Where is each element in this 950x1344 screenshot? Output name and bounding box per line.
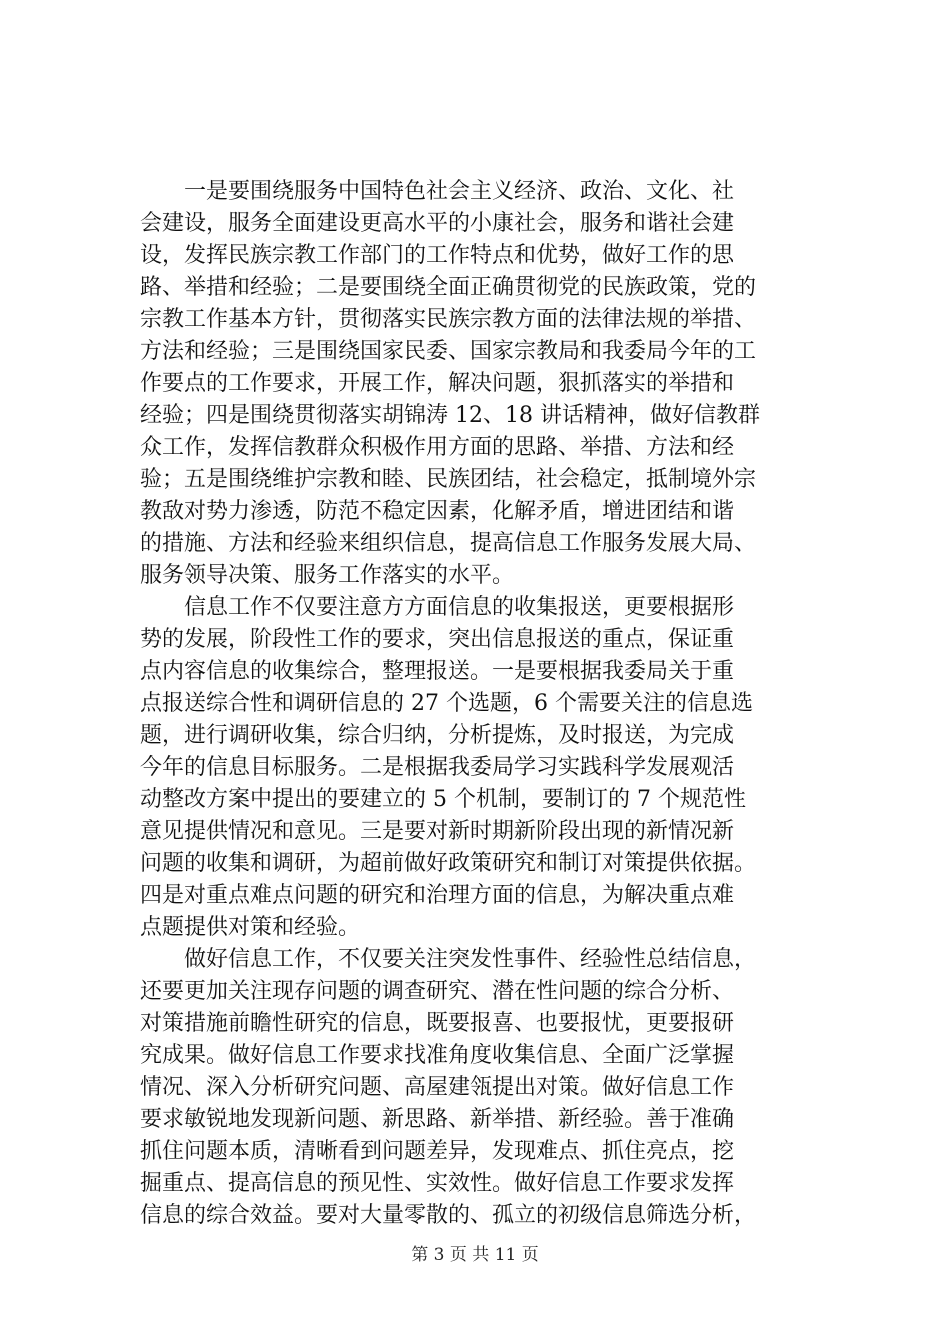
text-line: 动整改方案中提出的要建立的 5 个机制，要制订的 7 个规范性 [140,787,746,812]
text-line: 对策措施前瞻性研究的信息，既要报喜、也要报忧，更要报研 [140,1011,735,1036]
text-line: 经验；四是围绕贯彻落实胡锦涛 12、18 讲话精神，做好信教群 [140,403,760,428]
text-line: 众工作，发挥信教群众积极作用方面的思路、举措、方法和经 [140,435,735,460]
text-line: 路、举措和经验；二是要围绕全面正确贯彻党的民族政策，党的 [140,275,757,300]
paragraph [140,944,852,1232]
text-line: 一是要围绕服务中国特色社会主义经济、政治、文化、社 [184,179,735,204]
text-line: 抓住问题本质，清晰看到问题差异，发现难点、抓住亮点，挖 [140,1139,735,1164]
text-line: 问题的收集和调研，为超前做好政策研究和制订对策提供依据。 [140,851,757,876]
text-line: 题，进行调研收集，综合归纳，分析提炼，及时报送，为完成 [140,723,735,748]
text-line: 要求敏锐地发现新问题、新思路、新举措、新经验。善于准确 [140,1107,735,1132]
text-line: 还要更加关注现存问题的调查研究、潜在性问题的综合分析、 [140,979,735,1004]
text-line: 信息的综合效益。要对大量零散的、孤立的初级信息筛选分析， [140,1203,757,1228]
text-line: 势的发展，阶段性工作的要求，突出信息报送的重点，保证重 [140,627,735,652]
text-line: 信息工作不仅要注意方方面信息的收集报送，更要根据形 [184,595,735,620]
text-line: 四是对重点难点问题的研究和治理方面的信息，为解决重点难 [140,883,735,908]
text-line: 方法和经验；三是围绕国家民委、国家宗教局和我委局今年的工 [140,339,757,364]
text-line: 作要点的工作要求，开展工作，解决问题，狠抓落实的举措和 [140,371,735,396]
text-line: 点题提供对策和经验。 [140,915,361,940]
text-line: 的措施、方法和经验来组织信息，提高信息工作服务发展大局、 [140,531,757,556]
text-line: 会建设，服务全面建设更高水平的小康社会，服务和谐社会建 [140,211,735,236]
text-line: 服务领导决策、服务工作落实的水平。 [140,563,515,588]
text-line: 设，发挥民族宗教工作部门的工作特点和优势，做好工作的思 [140,243,735,268]
text-line: 点报送综合性和调研信息的 27 个选题，6 个需要关注的信息选 [140,691,753,716]
text-line: 教敌对势力渗透，防范不稳定因素，化解矛盾，增进团结和谐 [140,499,735,524]
page-footer: 第 3 页 共 11 页 [411,1245,539,1265]
text-line: 做好信息工作，不仅要关注突发性事件、经验性总结信息， [184,947,757,972]
body-text [140,176,852,1232]
text-line: 究成果。做好信息工作要求找准角度收集信息、全面广泛掌握 [140,1043,735,1068]
text-line: 意见提供情况和意见。三是要对新时期新阶段出现的新情况新 [140,819,735,844]
paragraph [140,592,852,944]
text-line: 今年的信息目标服务。二是根据我委局学习实践科学发展观活 [140,755,735,780]
text-line: 掘重点、提高信息的预见性、实效性。做好信息工作要求发挥 [140,1171,735,1196]
paragraph [140,176,852,592]
text-line: 验；五是围绕维护宗教和睦、民族团结，社会稳定，抵制境外宗 [140,467,757,492]
text-line: 点内容信息的收集综合，整理报送。一是要根据我委局关于重 [140,659,735,684]
text-line: 情况、深入分析研究问题、高屋建瓴提出对策。做好信息工作 [140,1075,735,1100]
text-line: 宗教工作基本方针，贯彻落实民族宗教方面的法律法规的举措、 [140,307,757,332]
